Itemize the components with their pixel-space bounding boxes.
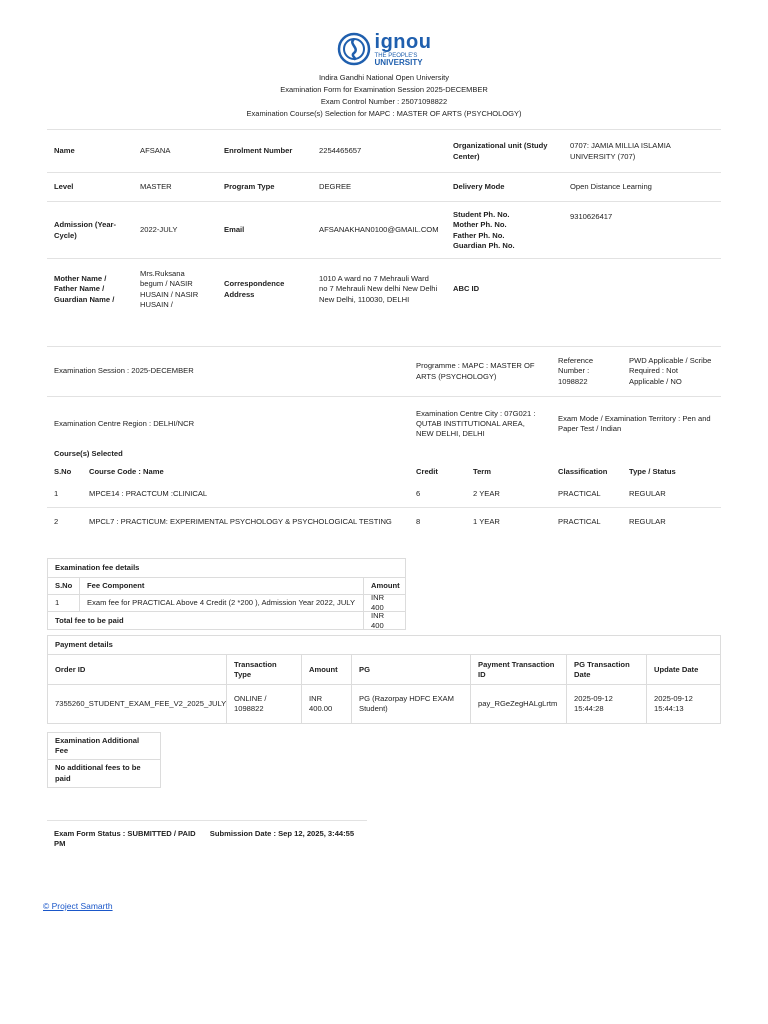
father-phone-label: Father Ph. No. bbox=[453, 230, 505, 240]
phone-value: 9310626417 bbox=[570, 212, 613, 221]
name-value: AFSANA bbox=[140, 146, 171, 156]
logo-tagline: THE PEOPLE'S bbox=[374, 52, 418, 59]
correspondence-value: 1010 A ward no 7 Mehrauli Ward no 7 Mehrauli New delhi New Delhi New Delhi, 110030, DELHI bbox=[319, 274, 438, 304]
courses-header bbox=[47, 463, 721, 481]
transaction-type: ONLINE / 1098822 bbox=[227, 685, 302, 723]
enrolment-value: 2254465657 bbox=[319, 146, 362, 156]
col-course: Course Code : Name bbox=[89, 467, 164, 477]
col-pg: PG bbox=[352, 655, 471, 685]
exam-row bbox=[47, 397, 721, 451]
col-amount: Amount bbox=[302, 655, 352, 685]
ignou-emblem-icon bbox=[337, 32, 371, 66]
university-name: Indira Gandhi National Open University bbox=[318, 72, 450, 82]
update-date: 2025-09-12 15:44:13 bbox=[654, 694, 693, 714]
course-name: MPCL7 : PRACTICUM: EXPERIMENTAL PSYCHOLOGY & PSYCHOLOGICAL TESTING bbox=[89, 516, 392, 526]
form-title: Examination Form for Examination Session 2025-DECEMBER bbox=[280, 84, 488, 94]
additional-fee-caption: Examination Additional Fee bbox=[48, 733, 160, 760]
exam-row bbox=[47, 347, 721, 397]
abc-id-value bbox=[563, 259, 721, 320]
payment-transaction-id: pay_RGeZegHALgLrtm bbox=[471, 685, 567, 723]
type-status: REGULAR bbox=[629, 516, 666, 526]
enrolment-label: Enrolment Number bbox=[224, 146, 293, 156]
exam-control-number: Exam Control Number : 25071098822 bbox=[320, 97, 448, 107]
program-type-label: Program Type bbox=[224, 182, 275, 192]
submission-date: Submission Date : Sep 12, 2025, 3:44:55 PM bbox=[54, 829, 355, 849]
credit: 8 bbox=[416, 516, 421, 526]
sno: 2 bbox=[54, 516, 59, 526]
email-value: AFSANAKHAN0100@GMAIL.COM bbox=[319, 225, 439, 235]
exam-form-status bbox=[47, 820, 367, 850]
correspondence-label: Correspondence Address bbox=[224, 279, 285, 299]
fee-caption: Examination fee details bbox=[48, 559, 405, 578]
exam-session: Examination Session : 2025-DECEMBER bbox=[54, 366, 194, 376]
col-type-status: Type / Status bbox=[629, 467, 676, 477]
payment-amount: INR 400.00 bbox=[302, 685, 352, 723]
exam-mode: Exam Mode / Examination Territory : Pen and Paper Test / Indian bbox=[558, 413, 711, 433]
admission-label: Admission (Year-Cycle) bbox=[54, 220, 117, 240]
fee-component: Exam fee for PRACTICAL Above 4 Credit (2 *200 ), Admission Year 2022, JULY bbox=[80, 595, 364, 612]
level-label: Level bbox=[54, 182, 74, 192]
programme: Programme : MAPC : MASTER OF ARTS (PSYCHOLOGY) bbox=[416, 361, 535, 381]
exam-details-table bbox=[47, 346, 721, 451]
org-unit-value: 0707: JAMIA MILLIA ISLAMIA UNIVERSITY (707) bbox=[570, 141, 671, 161]
logo-name: ignou bbox=[374, 30, 432, 53]
order-id: 7355260_STUDENT_EXAM_FEE_V2_2025_JULY bbox=[48, 685, 227, 723]
payment-gateway: PG (Razorpay HDFC EXAM Student) bbox=[352, 685, 471, 723]
payment-caption: Payment details bbox=[48, 636, 720, 655]
type-status: REGULAR bbox=[629, 489, 666, 499]
delivery-mode-value: Open Distance Learning bbox=[570, 182, 652, 192]
table-row bbox=[47, 508, 721, 535]
total-fee-value: INR 400 bbox=[371, 610, 385, 630]
fee-details-table bbox=[47, 558, 406, 630]
total-fee-label: Total fee to be paid bbox=[48, 612, 364, 629]
delivery-mode-label: Delivery Mode bbox=[453, 182, 505, 192]
student-details-table bbox=[47, 129, 721, 320]
logo-tagline-university: UNIVERSITY bbox=[374, 57, 423, 67]
reference-number: Reference Number : 1098822 bbox=[558, 356, 594, 386]
col-classification: Classification bbox=[558, 467, 608, 477]
student-phone-label: Student Ph. No. bbox=[453, 210, 510, 219]
additional-fee-text: No additional fees to be paid bbox=[55, 763, 141, 783]
payment-details-table bbox=[47, 635, 721, 724]
details-row bbox=[47, 259, 721, 320]
phone-labels bbox=[446, 202, 563, 259]
pwd-scribe: PWD Applicable / Scribe Required : Not Applicable / NO bbox=[629, 356, 712, 386]
col-term: Term bbox=[473, 467, 492, 477]
exam-centre-region: Examination Centre Region : DELHI/NCR bbox=[54, 418, 195, 428]
courses-title: Course(s) Selected bbox=[54, 449, 123, 458]
mother-phone-label: Mother Ph. No. bbox=[453, 220, 507, 230]
parent-name-label: Mother Name / Father Name / Guardian Name / bbox=[54, 274, 115, 304]
courses-table bbox=[47, 445, 721, 535]
term: 2 YEAR bbox=[473, 489, 500, 499]
fee-amount: INR 400 bbox=[364, 595, 405, 612]
page-header bbox=[0, 0, 768, 119]
col-sno: S.No bbox=[54, 467, 72, 477]
parent-name-value: Mrs.Ruksana begum / NASIR HUSAIN / NASIR HUSAIN / bbox=[140, 269, 199, 309]
col-credit: Credit bbox=[416, 467, 438, 477]
details-row bbox=[47, 173, 721, 202]
abc-id-label: ABC ID bbox=[453, 284, 480, 294]
org-unit-label: Organizational unit (Study Center) bbox=[453, 141, 548, 161]
fee-grid bbox=[48, 578, 405, 629]
col-update-date: Update Date bbox=[647, 655, 720, 685]
form-status: Exam Form Status : SUBMITTED / PAID bbox=[54, 829, 196, 838]
table-row bbox=[48, 685, 720, 723]
fee-sno: 1 bbox=[48, 595, 80, 612]
email-label: Email bbox=[224, 225, 245, 235]
classification: PRACTICAL bbox=[558, 516, 601, 526]
col-transaction-type: Transaction Type bbox=[227, 655, 302, 685]
col-payment-transaction-id: Payment Transaction ID bbox=[471, 655, 567, 685]
project-samarth-link[interactable]: © Project Samarth bbox=[43, 901, 113, 911]
table-row bbox=[47, 481, 721, 508]
credit: 6 bbox=[416, 489, 421, 499]
course-name: MPCE14 : PRACTCUM :CLINICAL bbox=[89, 489, 208, 499]
col-fee-component: Fee Component bbox=[80, 578, 364, 595]
exam-centre-city: Examination Centre City : 07G021 : QUTAB INSTITUTIONAL AREA, NEW DELHI, DELHI bbox=[416, 408, 536, 439]
ignou-logo bbox=[337, 30, 432, 68]
classification: PRACTICAL bbox=[558, 489, 601, 499]
name-label: Name bbox=[54, 146, 75, 156]
pg-transaction-date: 2025-09-12 15:44:28 bbox=[567, 685, 647, 723]
details-row bbox=[47, 202, 721, 259]
term: 1 YEAR bbox=[473, 516, 500, 526]
admission-value: 2022-JULY bbox=[140, 225, 178, 235]
payment-header bbox=[48, 655, 720, 685]
col-amount: Amount bbox=[364, 578, 405, 595]
sno: 1 bbox=[54, 489, 59, 499]
level-value: MASTER bbox=[140, 182, 172, 192]
guardian-phone-label: Guardian Ph. No. bbox=[453, 240, 515, 250]
col-pg-transaction-date: PG Transaction Date bbox=[567, 655, 647, 685]
additional-fee-table bbox=[47, 732, 161, 788]
col-sno: S.No bbox=[48, 578, 80, 595]
course-selection-title: Examination Course(s) Selection for MAPC : MASTER OF ARTS (PSYCHOLOGY) bbox=[246, 109, 522, 119]
col-order-id: Order ID bbox=[48, 655, 227, 685]
program-type-value: DEGREE bbox=[319, 182, 352, 192]
details-row bbox=[47, 130, 721, 173]
